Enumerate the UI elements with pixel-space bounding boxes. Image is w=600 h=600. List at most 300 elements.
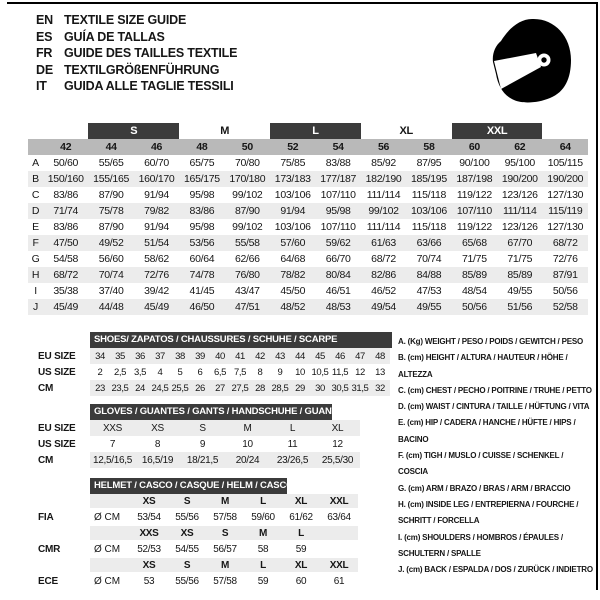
measure-row-e xyxy=(28,219,588,235)
helmet-value-cell: 55/56 xyxy=(175,511,199,523)
measure-value-cell: 55/58 xyxy=(225,235,270,251)
measure-value-cell: 160/170 xyxy=(134,171,179,187)
measure-value-cell: 107/110 xyxy=(320,189,356,201)
measure-value-cell: 72/76 xyxy=(552,253,578,265)
measure-value-cell: 105/115 xyxy=(547,157,583,169)
helmet-value-row xyxy=(90,572,358,590)
measure-value-cell: 123/126 xyxy=(501,189,538,201)
measure-value-cell: 68/72 xyxy=(43,267,88,283)
legend-item: J. (cm) BACK / ESPALDA / DOS / ZURÜCK / INDIETRO xyxy=(398,565,593,575)
legend-item: F. (cm) TIGH / MUSLO / CUISSE / SCHENKEL / COSCIA xyxy=(398,451,564,477)
helmet-size-section xyxy=(38,478,358,590)
size-number-cell: 52 xyxy=(270,139,315,155)
measure-value-cell: 46/50 xyxy=(179,299,224,315)
measure-row-d xyxy=(28,203,588,219)
language-line xyxy=(36,45,237,62)
section-value-cell: 4 xyxy=(157,366,163,378)
helmet-value-cell: 53/54 xyxy=(137,511,161,523)
measure-row-letter: H xyxy=(28,267,43,283)
helmet-size-header-cell: XXL xyxy=(329,559,349,571)
measure-value-cell: 46/52 xyxy=(371,285,396,297)
section-value-cell: 25,5/30 xyxy=(321,454,354,466)
section-value-cell: 42 xyxy=(255,350,265,362)
section-title: HELMET / CASCO / CASQUE / HELM / CASCO xyxy=(90,478,287,494)
helmet-size-header-cell: XS xyxy=(142,559,156,571)
shoes-size-section xyxy=(38,332,390,396)
measure-value-cell: 103/106 xyxy=(274,189,311,201)
section-value-cell: 34 xyxy=(95,350,105,362)
measure-value-cell: 48/53 xyxy=(315,299,360,315)
measure-value-cell: 39/42 xyxy=(144,285,169,297)
measure-value-cell: 45/49 xyxy=(134,299,179,315)
section-data-row xyxy=(90,364,390,380)
size-group-xxl: XXL xyxy=(452,123,543,139)
section-value-cell: 31,5 xyxy=(351,382,369,394)
section-value-cell: 37 xyxy=(155,350,165,362)
helmet-size-header-cell: XS xyxy=(180,527,194,539)
helmet-size-header-cell: S xyxy=(183,495,191,507)
measure-value-cell: 68/72 xyxy=(371,253,396,265)
section-value-cell: 47 xyxy=(355,350,365,362)
size-number-cell: 64 xyxy=(542,139,588,155)
section-value-cell: 27,5 xyxy=(231,382,249,394)
language-text: TEXTILE SIZE GUIDE xyxy=(64,13,187,27)
measure-value-cell: 83/86 xyxy=(179,203,224,219)
measure-value-cell: 63/66 xyxy=(406,235,451,251)
measure-value-cell: 95/98 xyxy=(189,189,215,201)
measure-value-cell: 60/70 xyxy=(144,157,169,169)
helmet-size-header-cell: XL xyxy=(294,559,308,571)
helmet-value-cell: 53 xyxy=(143,575,155,587)
section-table xyxy=(90,404,360,468)
section-row-label: EU SIZE xyxy=(38,422,76,434)
measure-value-cell: 87/90 xyxy=(225,203,270,219)
section-value-cell: 10,5 xyxy=(311,366,329,378)
helmet-value-cell: 59/60 xyxy=(251,511,275,523)
diameter-unit-label: Ø CM xyxy=(94,543,121,555)
section-value-cell: 10 xyxy=(242,438,253,450)
section-value-cell: 30,5 xyxy=(331,382,349,394)
measure-row-letter: A xyxy=(32,157,39,169)
section-value-cell: 12 xyxy=(355,366,365,378)
section-data-row xyxy=(90,348,390,364)
helmet-value-cell: 63/64 xyxy=(327,511,351,523)
language-line xyxy=(36,29,237,46)
language-code: ES xyxy=(36,29,53,44)
language-line xyxy=(36,78,237,95)
right-border-line xyxy=(596,2,598,590)
section-value-cell: XS xyxy=(151,422,164,434)
measure-value-cell: 103/106 xyxy=(406,203,451,219)
measure-row-letter: C xyxy=(31,189,40,201)
measure-value-cell: 99/102 xyxy=(232,189,263,201)
measure-value-cell: 49/55 xyxy=(406,299,451,315)
measure-value-cell: 150/160 xyxy=(43,171,88,187)
size-number-cell: 50 xyxy=(225,139,270,155)
section-value-cell: 27 xyxy=(215,382,225,394)
measure-value-cell: 53/56 xyxy=(179,235,224,251)
measure-value-cell: 76/80 xyxy=(225,267,270,283)
section-title: GLOVES / GUANTES / GANTS / HANDSCHUHE / GUANTI xyxy=(90,404,332,420)
measure-value-cell: 111/114 xyxy=(366,221,401,233)
measure-value-cell: 127/130 xyxy=(547,189,584,201)
helmet-value-row xyxy=(90,540,358,558)
measure-value-cell: 155/165 xyxy=(88,171,133,187)
measure-value-cell: 190/200 xyxy=(497,171,542,187)
section-value-cell: S xyxy=(199,422,206,434)
measure-value-cell: 71/74 xyxy=(43,203,88,219)
measure-value-cell: 177/187 xyxy=(315,171,360,187)
helmet-value-cell: 55/56 xyxy=(175,575,199,587)
measure-value-cell: 48/52 xyxy=(270,299,315,315)
legend-item: H. (cm) INSIDE LEG / ENTREPIERNA / FOURCHE / SCHRITT / FORCELLA xyxy=(398,499,579,526)
measure-value-cell: 74/78 xyxy=(179,267,224,283)
measure-value-cell: 185/195 xyxy=(406,171,451,187)
section-value-cell: 25,5 xyxy=(171,382,189,394)
helmet-size-header-cell: L xyxy=(298,527,304,539)
measure-value-cell: 95/98 xyxy=(189,221,215,233)
helmet-value-cell: 57/58 xyxy=(213,575,237,587)
legend-item: D. (cm) WAIST / CINTURA / TAILLE / HÜFTUNG / VITA xyxy=(398,402,590,412)
size-number-cell: 44 xyxy=(88,139,133,155)
section-row-label: US SIZE xyxy=(38,366,76,378)
section-value-cell: 43 xyxy=(275,350,285,362)
legend-item: B. (cm) HEIGHT / ALTURA / HAUTEUR / HÖHE / ALTEZZA xyxy=(398,353,568,379)
measure-value-cell: 115/118 xyxy=(411,221,447,233)
language-list xyxy=(36,12,237,95)
legend-item: G. (cm) ARM / BRAZO / BRAS / ARM / BRACCIO xyxy=(398,483,571,493)
size-number-spacer xyxy=(28,139,43,155)
measure-value-cell: 99/102 xyxy=(232,221,263,233)
measure-value-cell: 45/49 xyxy=(43,299,88,315)
measure-row-j xyxy=(28,299,588,315)
helmet-value-cell: 59 xyxy=(295,543,307,555)
section-value-cell: 24 xyxy=(135,382,145,394)
legend-item: E. (cm) HIP / CADERA / HANCHE / HÜFTE / HIPS / BACINO xyxy=(398,418,576,444)
measure-value-cell: 65/75 xyxy=(189,157,215,169)
measure-value-cell: 75/78 xyxy=(88,203,133,219)
section-value-cell: 38 xyxy=(175,350,185,362)
section-value-cell: 40 xyxy=(215,350,225,362)
size-number-cell: 56 xyxy=(361,139,406,155)
section-value-cell: 2,5 xyxy=(113,366,126,378)
section-value-cell: 46 xyxy=(335,350,345,362)
measure-value-cell: 85/89 xyxy=(497,267,542,283)
language-code: DE xyxy=(36,62,53,77)
helmet-size-header-cell: XL xyxy=(294,495,308,507)
section-value-cell: 23/26,5 xyxy=(276,454,309,466)
section-value-cell: 35 xyxy=(115,350,125,362)
measure-value-cell: 47/51 xyxy=(225,299,270,315)
section-value-cell: 23,5 xyxy=(111,382,129,394)
measure-value-cell: 95/100 xyxy=(504,157,535,169)
top-border-line xyxy=(7,2,598,4)
section-row-labels xyxy=(38,478,90,590)
language-text: GUIDE DES TAILLES TEXTILE xyxy=(64,46,238,60)
measurement-legend xyxy=(398,334,595,578)
measure-value-cell: 49/54 xyxy=(361,299,406,315)
section-value-cell: 2 xyxy=(97,366,103,378)
measure-value-cell: 82/86 xyxy=(361,267,406,283)
measure-value-cell: 85/92 xyxy=(371,157,396,169)
measure-value-cell: 65/68 xyxy=(452,235,497,251)
helmet-value-cell: 56/57 xyxy=(213,543,237,555)
measure-value-cell: 83/88 xyxy=(325,157,351,169)
measure-row-letter: E xyxy=(32,221,39,233)
measure-value-cell: 50/56 xyxy=(552,285,578,297)
section-table xyxy=(90,332,390,396)
section-row-label: US SIZE xyxy=(38,438,76,450)
section-value-cell: XXS xyxy=(102,422,123,434)
measure-value-cell: 119/122 xyxy=(456,189,492,201)
size-number-cell: 58 xyxy=(406,139,451,155)
measure-value-cell: 190/200 xyxy=(542,171,588,187)
measure-value-cell: 115/118 xyxy=(411,189,447,201)
language-line xyxy=(36,62,237,79)
language-line xyxy=(36,12,237,29)
section-value-cell: 28 xyxy=(255,382,265,394)
measure-value-cell: 71/75 xyxy=(461,253,487,265)
measure-row-g xyxy=(28,251,588,267)
section-value-cell: 13 xyxy=(375,366,385,378)
language-code: FR xyxy=(36,46,53,60)
measure-row-f xyxy=(28,235,588,251)
section-value-cell: 7 xyxy=(109,438,116,450)
measure-row-a xyxy=(28,155,588,171)
size-group-spacer xyxy=(28,123,88,139)
section-value-cell: 11 xyxy=(287,438,298,450)
measure-value-cell: 85/89 xyxy=(452,267,497,283)
measure-value-cell: 49/52 xyxy=(88,235,133,251)
measure-value-cell: 60/64 xyxy=(189,253,215,265)
measure-value-cell: 165/175 xyxy=(179,171,224,187)
measure-value-cell: 45/50 xyxy=(280,285,306,297)
measure-value-cell: 70/74 xyxy=(416,253,442,265)
section-value-cell: 6 xyxy=(197,366,203,378)
measure-value-cell: 56/60 xyxy=(98,253,124,265)
helmet-size-header-row xyxy=(90,494,358,508)
measure-value-cell: 48/54 xyxy=(461,285,487,297)
measure-row-letter: F xyxy=(28,235,43,251)
measure-row-i xyxy=(28,283,588,299)
section-value-cell: 12 xyxy=(332,438,343,450)
measure-value-cell: 72/76 xyxy=(134,267,179,283)
size-number-cell: 48 xyxy=(179,139,224,155)
measure-value-cell: 54/58 xyxy=(53,253,79,265)
measure-value-cell: 62/66 xyxy=(234,253,260,265)
section-value-cell: 8 xyxy=(154,438,161,450)
measure-value-cell: 115/119 xyxy=(542,203,588,219)
measure-value-cell: 84/88 xyxy=(406,267,451,283)
size-number-cell: 54 xyxy=(315,139,360,155)
measure-value-cell: 51/54 xyxy=(134,235,179,251)
section-value-cell: L xyxy=(289,422,296,434)
measure-value-cell: 70/74 xyxy=(88,267,133,283)
size-number-cell: 62 xyxy=(497,139,542,155)
helmet-value-cell: 52/53 xyxy=(137,543,161,555)
textile-size-table xyxy=(28,123,588,315)
section-value-cell: 36 xyxy=(135,350,145,362)
section-value-cell: 39 xyxy=(195,350,205,362)
measure-value-cell: 87/95 xyxy=(416,157,442,169)
helmet-size-header-cell: M xyxy=(258,527,268,539)
measure-value-cell: 91/94 xyxy=(144,189,169,201)
size-group-spacer xyxy=(542,123,588,139)
language-text: GUIDA ALLE TAGLIE TESSILI xyxy=(64,79,234,93)
section-row-labels xyxy=(38,332,90,396)
measure-value-cell: 71/75 xyxy=(507,253,533,265)
measure-value-cell: 111/114 xyxy=(366,189,401,201)
measure-value-cell: 59/62 xyxy=(315,235,360,251)
measure-row-h xyxy=(28,267,588,283)
measure-value-cell: 64/68 xyxy=(280,253,306,265)
measure-value-cell: 127/130 xyxy=(547,221,584,233)
section-value-cell: 44 xyxy=(295,350,305,362)
measure-value-cell: 91/94 xyxy=(270,203,315,219)
size-number-cell: 60 xyxy=(452,139,497,155)
helmet-size-header-cell: XXL xyxy=(329,495,349,507)
measure-value-cell: 79/82 xyxy=(134,203,179,219)
measure-value-cell: 70/80 xyxy=(234,157,260,169)
helmet-value-cell: 58 xyxy=(257,543,269,555)
section-value-cell: 41 xyxy=(235,350,245,362)
helmet-value-cell: 54/55 xyxy=(175,543,199,555)
measure-row-letter: B xyxy=(28,171,43,187)
legend-item: C. (cm) CHEST / PECHO / POITRINE / TRUHE / PETTO xyxy=(398,385,592,395)
section-value-cell: 16,5/19 xyxy=(141,454,174,466)
section-row-label: EU SIZE xyxy=(38,350,76,362)
section-value-cell: 48 xyxy=(375,350,385,362)
size-group-l: L xyxy=(270,123,361,139)
size-group-row xyxy=(28,123,588,139)
section-row-label: CM xyxy=(38,382,54,394)
language-code: EN xyxy=(36,13,53,27)
measure-value-cell: 68/72 xyxy=(542,235,588,251)
section-title: SHOES/ ZAPATOS / CHAUSSURES / SCHUHE / SCARPE xyxy=(90,332,392,348)
measure-value-cell: 90/100 xyxy=(459,157,490,169)
helmet-size-header-cell: L xyxy=(260,495,266,507)
section-value-cell: 10 xyxy=(295,366,305,378)
section-value-cell: 12,5/16,5 xyxy=(92,454,132,466)
helmet-value-row xyxy=(90,508,358,526)
size-number-cell: 46 xyxy=(134,139,179,155)
measure-value-cell: 46/51 xyxy=(325,285,351,297)
measure-value-cell: 35/38 xyxy=(53,285,79,297)
measure-value-cell: 55/65 xyxy=(98,157,124,169)
measure-value-cell: 107/110 xyxy=(452,203,497,219)
helmet-size-header-cell: XS xyxy=(142,495,156,507)
helmet-size-header-cell: XXS xyxy=(139,527,159,539)
section-value-cell: 8 xyxy=(257,366,263,378)
section-value-cell: 3,5 xyxy=(133,366,146,378)
legend-item: A. (Kg) WEIGHT / PESO / POIDS / GEWITCH / PESO xyxy=(398,337,584,346)
section-value-cell: 28,5 xyxy=(271,382,289,394)
measure-value-cell: 111/114 xyxy=(497,203,542,219)
helmet-size-header-row xyxy=(90,526,358,540)
helmet-standard-label: FIA xyxy=(38,511,54,523)
measure-value-cell: 119/122 xyxy=(456,221,492,233)
measure-value-cell: 95/98 xyxy=(315,203,360,219)
section-value-cell: 9 xyxy=(277,366,283,378)
measure-value-cell: 47/50 xyxy=(43,235,88,251)
measure-value-cell: 107/110 xyxy=(320,221,356,233)
helmet-standard-label: CMR xyxy=(38,543,61,555)
measure-value-cell: 50/56 xyxy=(452,299,497,315)
language-code: IT xyxy=(36,79,47,93)
measure-row-letter: D xyxy=(28,203,43,219)
helmet-value-cell: 61/62 xyxy=(289,511,313,523)
measure-value-cell: 87/90 xyxy=(98,189,124,201)
helmet-value-cell: 59 xyxy=(257,575,269,587)
measure-value-cell: 187/198 xyxy=(452,171,497,187)
helmet-value-cell: 57/58 xyxy=(213,511,237,523)
measure-value-cell: 50/60 xyxy=(53,157,79,169)
gloves-size-section xyxy=(38,404,360,468)
section-value-cell: 20/24 xyxy=(235,454,260,466)
diameter-unit-label: Ø CM xyxy=(94,511,121,523)
measure-value-cell: 83/86 xyxy=(53,221,79,233)
measure-value-cell: 43/47 xyxy=(234,285,260,297)
measure-value-cell: 99/102 xyxy=(361,203,406,219)
section-value-cell: 6,5 xyxy=(213,366,226,378)
size-group-xl: XL xyxy=(399,125,413,137)
helmet-value-cell: 61 xyxy=(333,575,345,587)
measure-value-cell: 87/90 xyxy=(98,221,124,233)
measure-row-c xyxy=(28,187,588,203)
measure-value-cell: 47/53 xyxy=(416,285,442,297)
section-value-cell: 18/21,5 xyxy=(186,454,219,466)
section-row-labels xyxy=(38,404,90,468)
language-text: TEXTILGRÖßENFÜHRUNG xyxy=(64,62,220,77)
size-group-s: S xyxy=(88,123,179,139)
helmet-size-header-cell: L xyxy=(260,559,266,571)
measure-value-cell: 37/40 xyxy=(98,285,124,297)
measure-value-cell: 67/70 xyxy=(497,235,542,251)
section-value-cell: 9 xyxy=(199,438,206,450)
section-data-row xyxy=(90,452,360,468)
measure-value-cell: 75/85 xyxy=(280,157,306,169)
measure-value-cell: 83/86 xyxy=(53,189,79,201)
measure-value-cell: 173/183 xyxy=(270,171,315,187)
measure-row-b xyxy=(28,171,588,187)
section-value-cell: XL xyxy=(331,422,344,434)
size-number-row xyxy=(28,139,588,155)
helmet-size-header-cell: M xyxy=(220,559,230,571)
measure-value-cell: 78/82 xyxy=(270,267,315,283)
language-text: GUÍA DE TALLAS xyxy=(64,29,165,44)
section-data-row xyxy=(90,436,360,452)
measure-value-cell: 41/45 xyxy=(189,285,215,297)
measure-value-cell: 66/70 xyxy=(325,253,351,265)
measure-value-cell: 44/48 xyxy=(88,299,133,315)
section-value-cell: 11,5 xyxy=(331,366,349,378)
measure-value-cell: 57/60 xyxy=(270,235,315,251)
section-value-cell: M xyxy=(243,422,252,434)
measure-value-cell: 87/91 xyxy=(542,267,588,283)
measure-row-letter: J xyxy=(28,299,43,315)
measure-value-cell: 170/180 xyxy=(225,171,270,187)
section-value-cell: 26 xyxy=(195,382,205,394)
helmet-size-header-cell: S xyxy=(221,527,229,539)
section-table xyxy=(90,478,358,590)
helmet-value-cell: 60 xyxy=(295,575,307,587)
legend-item: I. (cm) SHOULDERS / HOMBROS / ÉPAULES / SCHULTERN / SPALLE xyxy=(398,532,563,558)
size-number-cell: 42 xyxy=(43,139,88,155)
section-value-cell: 7,5 xyxy=(233,366,246,378)
measure-row-letter: G xyxy=(31,253,40,265)
helmet-size-header-row xyxy=(90,558,358,572)
section-data-row xyxy=(90,380,390,396)
